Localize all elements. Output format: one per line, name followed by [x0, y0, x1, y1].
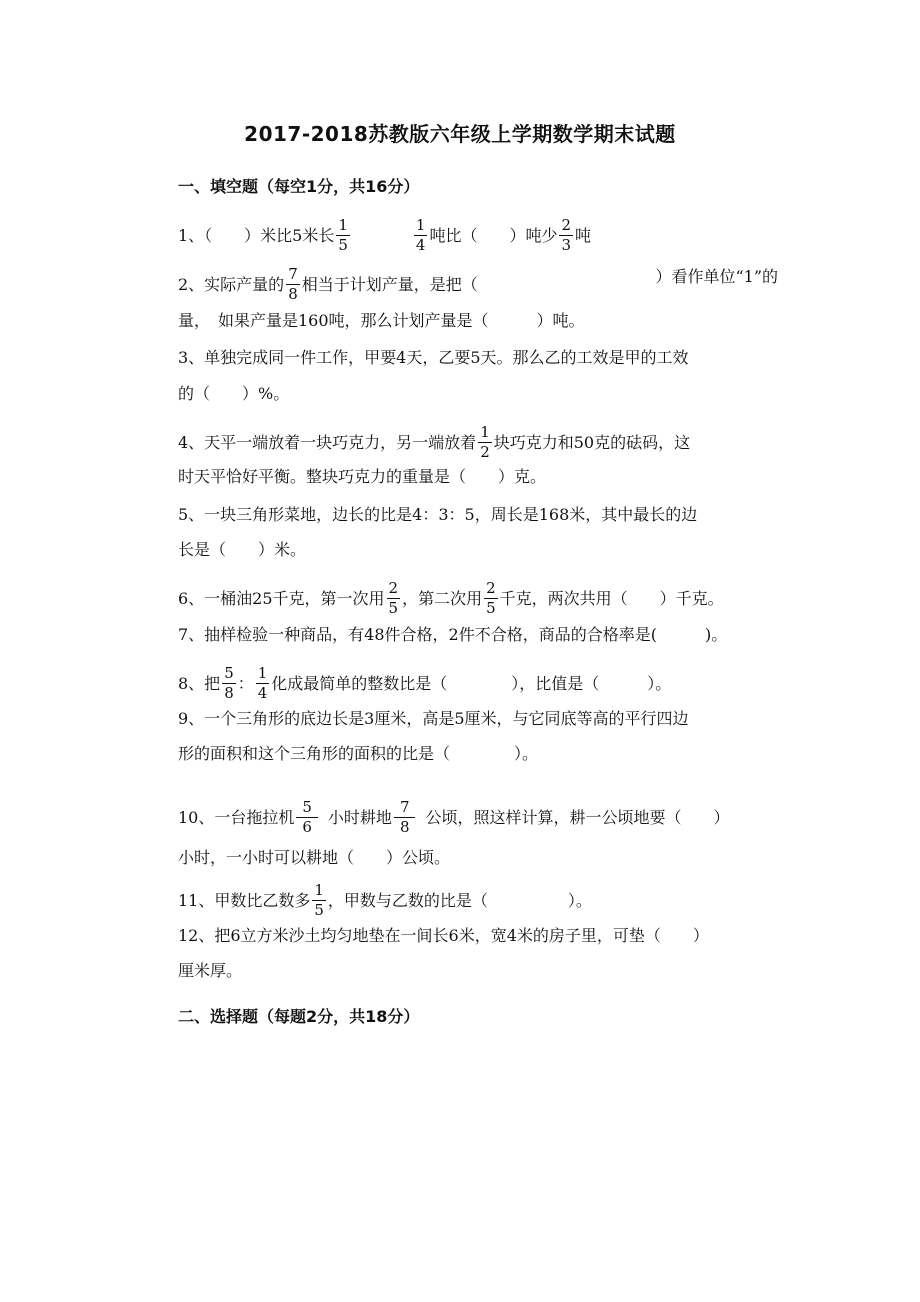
- section-1-heading: 一、填空题（每空1分，共16分）: [178, 177, 420, 196]
- question-2-line-2: 量， 如果产量是160吨，那么计划产量是（ ）吨。: [178, 311, 585, 330]
- q11-text-b: ，甲数与乙数的比是（ ）。: [327, 891, 592, 910]
- q2-text-c: ）看作单位“1”的: [655, 267, 778, 286]
- question-9: 9、一个三角形的底边长是3厘米，高是5厘米，与它同底等高的平行四边: [178, 709, 689, 728]
- q1-text-c: 吨: [575, 226, 592, 245]
- fraction: $\frac{1}{5}$: [338, 216, 348, 254]
- question-9-line-2: 形的面积和这个三角形的面积的比是（ ）。: [178, 744, 539, 763]
- page-title: 2017-2018苏教版六年级上学期数学期末试题: [244, 122, 676, 146]
- question-5: 5、一块三角形菜地，边长的比是4：3：5，周长是168米，其中最长的边: [178, 505, 698, 524]
- question-5-line-2: 长是（ ）米。: [178, 540, 307, 559]
- question-10: [178, 800, 778, 837]
- q2-text-a: 2、实际产量的: [178, 275, 285, 294]
- question-12-line-2: 厘米厚。: [178, 961, 243, 980]
- fraction: $\frac{1}{2}$: [480, 423, 490, 461]
- q6-text-b: ，第二次用: [402, 589, 483, 608]
- fraction: $\frac{2}{3}$: [561, 216, 572, 254]
- question-6: [178, 581, 778, 618]
- q1-text-a: 1、（ ）米比5米长: [178, 226, 335, 245]
- fraction: $\frac{1}{4}$: [257, 664, 268, 702]
- q8-text-a: 8、把: [178, 674, 221, 693]
- fraction: $\frac{2}{5}$: [486, 579, 496, 617]
- q8-text-c: 化成最简单的整数比是（ ），比值是（ ）。: [271, 674, 672, 693]
- fraction: $\frac{7}{8}$: [288, 265, 298, 303]
- q10-text-a: 10、一台拖拉机: [178, 808, 295, 827]
- question-12: 12、把6立方米沙土均匀地垫在一间长6米，宽4米的房子里，可垫（ ）: [178, 926, 709, 945]
- question-2: [178, 267, 778, 304]
- fraction: $\frac{2}{5}$: [388, 579, 399, 617]
- question-3: 3、单独完成同一件工作，甲要4天，乙要5天。那么乙的工效是甲的工效: [178, 348, 689, 367]
- question-4: [178, 425, 778, 462]
- q6-text-a: 6、一桶油25千克，第一次用: [178, 589, 385, 608]
- q2-text-b: 相当于计划产量，是把（: [301, 275, 478, 294]
- question-8: [178, 666, 778, 703]
- fraction: $\frac{1}{4}$: [415, 216, 426, 254]
- q1-text-b: 吨比（ ）吨少: [429, 226, 558, 245]
- fraction: $\frac{1}{5}$: [314, 881, 324, 919]
- question-10-line-2: 小时，一小时可以耕地（ ）公顷。: [178, 848, 451, 867]
- question-1: [178, 218, 778, 255]
- q10-text-b: 小时耕地: [327, 808, 392, 827]
- question-4-line-2: 时天平恰好平衡。整块巧克力的重量是（ ）克。: [178, 467, 547, 486]
- section-2-heading: 二、选择题（每题2分，共18分）: [178, 1007, 420, 1026]
- fraction: $\frac{5}{6}$: [296, 799, 318, 836]
- q8-text-b: ：: [237, 674, 254, 693]
- question-11: [178, 883, 778, 920]
- q10-text-c: 公顷，照这样计算，耕一公顷地要（ ）: [425, 808, 730, 827]
- question-3-line-2: 的（ ）%。: [178, 384, 290, 403]
- fraction: $\frac{5}{8}$: [224, 664, 234, 702]
- q4-text-b: 块巧克力和50克的砝码，这: [493, 433, 691, 452]
- q6-text-c: 千克，两次共用（ ）千克。: [499, 589, 724, 608]
- fraction: $\frac{7}{8}$: [394, 799, 416, 836]
- question-7: 7、抽样检验一种商品，有48件合格，2件不合格，商品的合格率是( )。: [178, 625, 728, 644]
- q11-text-a: 11、甲数比乙数多: [178, 891, 311, 910]
- q4-text-a: 4、天平一端放着一块巧克力，另一端放着: [178, 433, 477, 452]
